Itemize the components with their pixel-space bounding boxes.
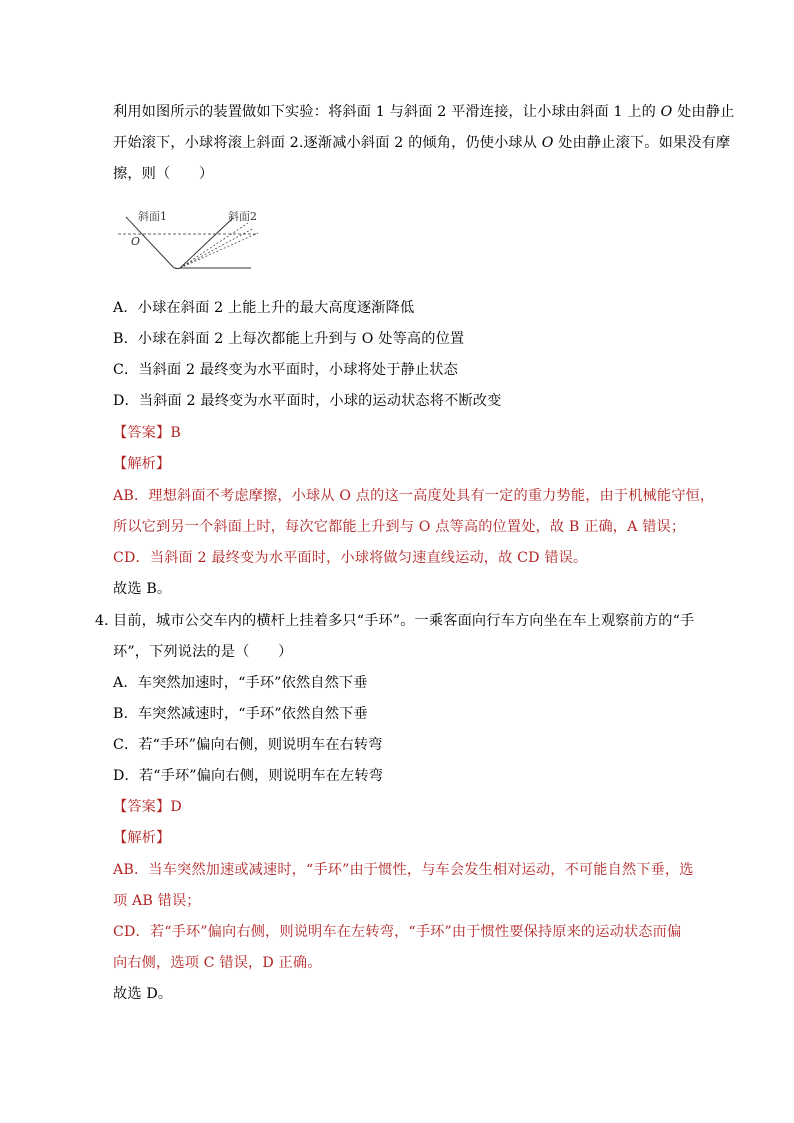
q3-option-b: B．小球在斜面 2 上每次都能上升到与 O 处等高的位置 — [113, 331, 465, 347]
q3-stem-text: 处由静止 — [672, 104, 735, 120]
q3-analysis-line-2: 所以它到另一个斜面上时，每次它都能上升到与 O 点等高的位置处，故 B 正确，A 错误； — [113, 519, 686, 535]
point-o-label: O — [541, 135, 554, 151]
slope-2-line — [180, 218, 233, 268]
q3-stem-line-2 — [113, 133, 730, 153]
q4-analysis-line-3: CD．若“手环”偏向右侧，则说明车在左转弯，“手环”由于惯性要保持原来的运动状态而偏 — [113, 924, 682, 940]
slope-2-reduced-2 — [180, 228, 254, 268]
incline-diagram — [118, 205, 258, 273]
q4-analysis-label: 【解析】 — [113, 830, 171, 846]
q3-stem-text: 利用如图所示的装置做如下实验：将斜面 1 与斜面 2 平滑连接，让小球由斜面 1 上的 — [113, 104, 661, 120]
answer-label: 【答案】 — [113, 799, 171, 815]
q3-analysis-line-1: AB．理想斜面不考虑摩擦，小球从 O 点的这一高度处具有一定的重力势能，由于机械能守恒， — [113, 488, 715, 504]
q4-analysis-line-4: 向右侧，选项 C 错误，D 正确。 — [113, 955, 322, 971]
q3-stem-line-3 — [113, 164, 213, 184]
q4-number: 4． — [95, 613, 119, 629]
q3-stem-text: 擦，则（ ） — [113, 166, 214, 182]
curve-joint — [173, 267, 180, 269]
q4-option-b: B．车突然减速时，“手环”依然自然下垂 — [113, 706, 368, 722]
q3-analysis-label: 【解析】 — [113, 456, 171, 472]
slope-1-label: 斜面1 — [138, 210, 167, 223]
slope-2-label: 斜面2 — [228, 210, 257, 223]
point-o-label: O — [131, 235, 141, 248]
q4-answer — [113, 797, 182, 817]
q3-option-d: D．当斜面 2 最终变为水平面时，小球的运动状态将不断改变 — [113, 393, 502, 409]
slope-2-reduced-3 — [180, 233, 258, 268]
q3-answer — [113, 423, 181, 443]
answer-value: D — [170, 799, 182, 815]
q4-option-a: A．车突然加速时，“手环”依然自然下垂 — [113, 675, 368, 691]
q3-analysis-line-3: CD．当斜面 2 最终变为水平面时，小球将做匀速直线运动，故 CD 错误。 — [113, 550, 588, 566]
q3-stem-line-1 — [113, 102, 734, 122]
q3-option-a: A．小球在斜面 2 上能上升的最大高度逐渐降低 — [113, 300, 415, 316]
answer-value: B — [170, 425, 181, 441]
q4-conclusion: 故选 D。 — [113, 986, 173, 1002]
slope-2-reduced-1 — [180, 223, 248, 268]
q4-analysis-line-2: 项 AB 错误； — [113, 893, 201, 909]
q3-stem-text: 开始滚下，小球将滚上斜面 2.逐渐减小斜面 2 的倾角，仍使小球从 — [113, 135, 542, 151]
q3-option-c: C．当斜面 2 最终变为水平面时，小球将处于静止状态 — [113, 362, 458, 378]
q4-option-d: D．若“手环”偏向右侧，则说明车在左转弯 — [113, 768, 384, 784]
q4-stem-line-1: 目前，城市公交车内的横杆上挂着多只“手环”。一乘客面向行车方向坐在车上观察前方的“手 — [113, 613, 695, 629]
q4-stem-line-2: 环”，下列说法的是（ ） — [113, 644, 293, 660]
point-o-label: O — [660, 104, 673, 120]
q3-conclusion: 故选 B。 — [113, 581, 172, 597]
q4-analysis-line-1: AB．当车突然加速或减速时，“手环”由于惯性，与车会发生相对运动，不可能自然下垂，选 — [113, 862, 694, 878]
q3-stem-text: 处由静止滚下。如果没有摩 — [553, 135, 731, 151]
answer-label: 【答案】 — [113, 425, 171, 441]
q4-option-c: C．若“手环”偏向右侧，则说明车在右转弯 — [113, 737, 383, 753]
